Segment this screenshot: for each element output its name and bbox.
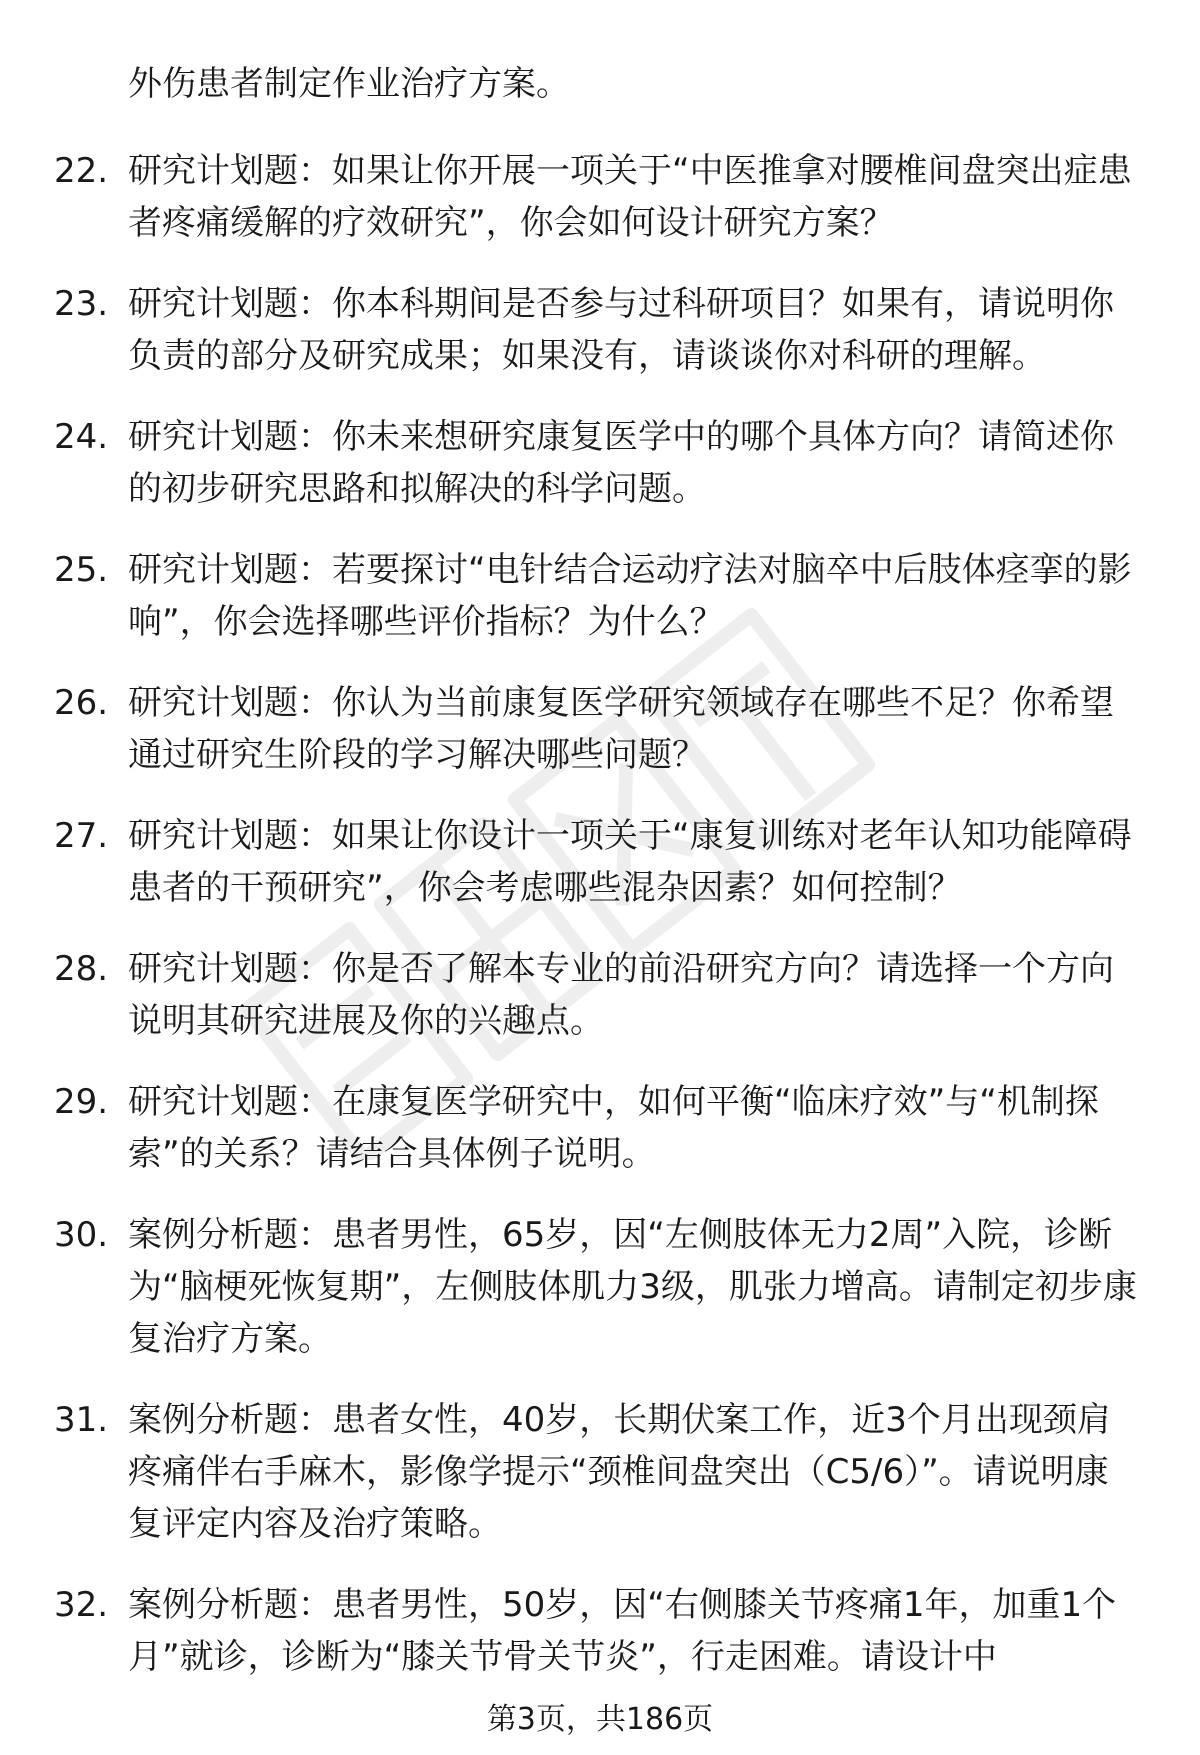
question-number: 27. [54,816,109,856]
question-item-26 [0,677,1200,781]
question-text: 案例分析题：患者男性，65岁，因“左侧肢体无力2周”入院，诊断为“脑梗死恢复期”，左侧肢体肌力3级，肌张力增高。请制定初步康复治疗方案。 [128,1215,1137,1359]
question-number: 29. [54,1082,109,1122]
question-number: 26. [54,683,109,723]
continuation-text: 外伤患者制定作业治疗方案。 [128,64,570,104]
question-number: 28. [54,949,109,989]
question-number: 30. [54,1215,109,1255]
question-item-31 [0,1394,1200,1550]
question-list [0,145,1200,1712]
question-text: 研究计划题：如果让你设计一项关于“康复训练对老年认知功能障碍患者的干预研究”，你会考虑哪些混杂因素？如何控制？ [128,816,1132,908]
question-item-28 [0,943,1200,1047]
question-item-32 [0,1579,1200,1683]
question-item-23 [0,278,1200,382]
question-text: 案例分析题：患者女性，40岁，长期伏案工作，近3个月出现颈肩疼痛伴右手麻木，影像学提示“颈椎间盘突出（C5/6）”。请说明康复评定内容及治疗策略。 [128,1400,1111,1544]
question-item-29 [0,1076,1200,1180]
question-text: 案例分析题：患者男性，50岁，因“右侧膝关节疼痛1年，加重1个月”就诊，诊断为“膝关节骨关节炎”，行走困难。请设计中 [128,1585,1117,1677]
question-number: 22. [54,151,109,191]
question-item-25 [0,544,1200,648]
question-item-24 [0,411,1200,515]
question-text: 研究计划题：你本科期间是否参与过科研项目？如果有，请说明你负责的部分及研究成果；如果没有，请谈谈你对科研的理解。 [128,284,1114,376]
question-number: 31. [54,1400,109,1440]
page-footer: 第3页，共186页 [486,1702,714,1737]
question-text: 研究计划题：如果让你开展一项关于“中医推拿对腰椎间盘突出症患者疼痛缓解的疗效研究”，你会如何设计研究方案？ [128,151,1132,243]
question-text: 研究计划题：你是否了解本专业的前沿研究方向？请选择一个方向说明其研究进展及你的兴趣点。 [128,949,1114,1041]
question-number: 32. [54,1585,109,1625]
question-text: 研究计划题：若要探讨“电针结合运动疗法对脑卒中后肢体痉挛的影响”，你会选择哪些评价指标？为什么？ [128,550,1132,642]
question-number: 25. [54,550,109,590]
question-item-30 [0,1209,1200,1365]
question-item-27 [0,810,1200,914]
question-item-22 [0,145,1200,249]
question-text: 研究计划题：在康复医学研究中，如何平衡“临床疗效”与“机制探索”的关系？请结合具体例子说明。 [128,1082,1099,1174]
question-number: 23. [54,284,109,324]
question-text: 研究计划题：你认为当前康复医学研究领域存在哪些不足？你希望通过研究生阶段的学习解决哪些问题？ [128,683,1114,775]
question-number: 24. [54,417,109,457]
question-text: 研究计划题：你未来想研究康复医学中的哪个具体方向？请简述你的初步研究思路和拟解决的科学问题。 [128,417,1114,509]
